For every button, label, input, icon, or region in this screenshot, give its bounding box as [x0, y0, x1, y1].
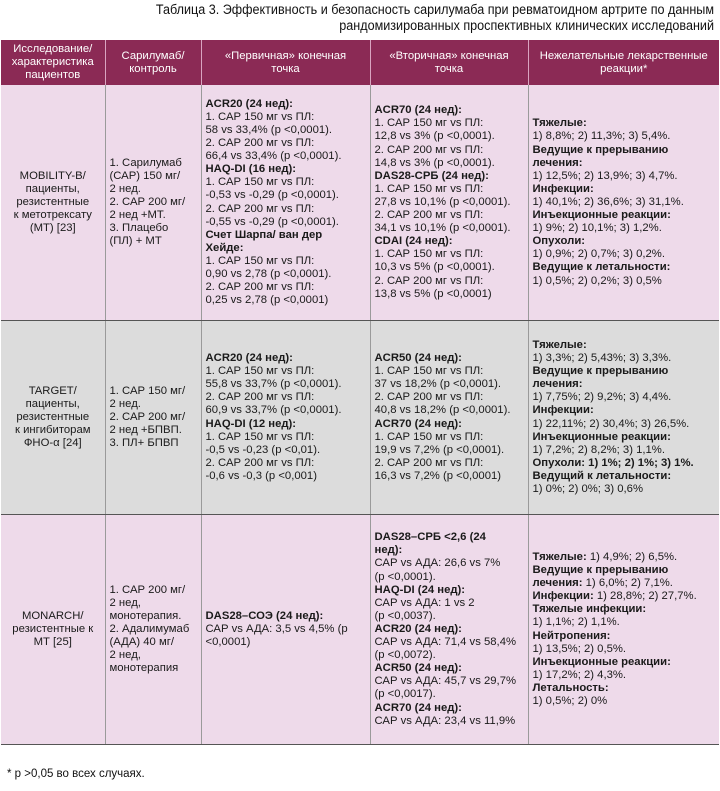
cell-line: 1. САР 150 мг vs ПЛ:: [374, 248, 484, 261]
cell-line-heading: Инфекции:: [532, 182, 594, 195]
cell-line: 2. Адалимумаб: [109, 622, 190, 635]
cell-line: 1) 0,5%; 2) 0,2%; 3) 0,5%: [532, 274, 662, 287]
cell-line-heading: Тяжелые инфекции:: [532, 603, 647, 616]
cell-line-heading: ACR20 (24 нед):: [205, 352, 293, 365]
cell-line-heading: Инфекции:: [532, 404, 594, 417]
cell-line-mixed: [533, 577, 716, 590]
cell-line-heading: Хейде:: [205, 241, 244, 254]
cell-line: 34,1 vs 10,1% (р <0,0001).: [374, 222, 511, 235]
cell-line: 66,4 vs 33,4% (р <0,0001).: [205, 150, 342, 163]
cell-line-value: 1) 4,9%; 2) 6,5%.: [589, 550, 678, 563]
cell-line: 1. Сарилумаб: [109, 156, 182, 169]
cell-line: 1) 0,5%; 2) 0%: [532, 694, 608, 707]
header-secondary-endpoint: [370, 40, 528, 85]
cell-line: резистентные: [16, 195, 90, 208]
cell-line-heading: Нейтропения:: [532, 629, 611, 642]
cell-line: 40,8 vs 18,2% (р <0,0001).: [374, 404, 511, 417]
cell-line: пациенты,: [25, 397, 80, 410]
header-arms: [105, 40, 201, 85]
caption-line-1: Таблица 3. Эффективность и безопасность сарилумаба при ревматоидном артрите по данным: [155, 2, 714, 17]
cell-line: (МТ) [23]: [29, 222, 76, 235]
cell-line: 1) 22,11%; 2) 30,4%; 3) 26,5%.: [532, 417, 690, 430]
cell-line: 2. САР 200 мг vs ПЛ:: [205, 202, 315, 215]
cell-line: 2. САР 200 мг vs ПЛ:: [205, 456, 315, 469]
cell-line: 1) 12,5%; 2) 13,9%; 3) 4,7%.: [532, 169, 678, 182]
cell-line: 2 нед +МТ.: [109, 209, 166, 222]
cell-line: к ингибиторам: [14, 424, 91, 437]
cell-line: Нежелательные лекарственные: [539, 49, 708, 62]
cell-line-heading: Опухоли:: [532, 235, 586, 248]
cell-line: 2. САР 200 мг vs ПЛ:: [374, 456, 484, 469]
cell-line: (САР) 150 мг/: [109, 169, 181, 182]
cell-primary-endpoint: [201, 515, 370, 745]
cell-line: 27,8 vs 10,1% (р <0,0001).: [374, 195, 511, 208]
cell-line-heading: HAQ-DI (16 нед):: [205, 163, 297, 176]
cell-line: 1) 13,5%; 2) 0,5%.: [532, 642, 627, 655]
cell-line: 58 vs 33,4% (р <0,0001).: [205, 123, 333, 136]
cell-line: 1. САР 150 мг vs ПЛ:: [205, 365, 315, 378]
cell-secondary-endpoint: [370, 515, 528, 745]
cell-line: 1. САР 150 мг vs ПЛ:: [205, 176, 315, 189]
caption-line-2: рандомизированных проспективных клинических исследований: [339, 18, 714, 33]
cell-line-heading: ACR70 (24 нед):: [374, 701, 462, 714]
cell-line: 0,90 vs 2,78 (р <0,0001).: [205, 267, 332, 280]
cell-line-heading: Ведущие к прерыванию: [532, 564, 669, 577]
cell-line-heading: ACR50 (24 нед):: [374, 662, 462, 675]
cell-line: характеристика: [11, 56, 94, 68]
cell-line-heading: нед):: [374, 544, 403, 557]
cell-line: 3. ПЛ+ БПВП: [109, 437, 179, 450]
cell-line-heading: Ведущие к прерыванию: [532, 143, 669, 156]
cell-line-mixed: [533, 551, 716, 564]
cell-line: <0,0001): [205, 636, 251, 649]
cell-line: Исследование/: [13, 43, 93, 55]
cell-line-value: 1) 6,0%; 2) 7,1%.: [582, 577, 673, 590]
cell-line-heading: DAS28–СРБ <2,6 (24: [374, 531, 486, 544]
cell-line: 60,9 vs 33,7% (р <0,0001).: [205, 404, 342, 417]
cell-line: -0,6 vs -0,3 (р <0,001): [205, 469, 317, 482]
cell-line: 1) 7,2%; 2) 8,2%; 3) 1,1%.: [532, 443, 665, 456]
table-row-monarch: [1, 515, 719, 745]
cell-line: 19,9 vs 7,2% (р <0,0001).: [374, 443, 505, 456]
cell-adverse-reactions: [528, 85, 719, 321]
cell-adverse-reactions: [528, 515, 719, 745]
cell-line: 10,3 vs 5% (р <0,0001).: [374, 261, 495, 274]
cell-line: 2 нед,: [109, 649, 141, 662]
cell-line-heading: Ведущие к летальности:: [532, 261, 671, 274]
footnote: * р >0,05 во всех случаях.: [7, 768, 145, 780]
cell-line: 2. САР 200 мг/: [109, 410, 186, 423]
cell-line: 1. САР 150 мг vs ПЛ:: [374, 365, 484, 378]
cell-line-heading: ACR20 (24 нед):: [374, 622, 462, 635]
cell-line: 1. САР 150 мг/: [109, 384, 186, 397]
cell-line: реакции*: [600, 62, 648, 75]
cell-line: 37 vs 18,2% (р <0,0001).: [374, 378, 502, 391]
cell-line-value: 1) 28,8%; 2) 27,7%.: [593, 590, 697, 603]
cell-line: (АДА) 40 мг/: [109, 636, 174, 649]
cell-line: «Первичная» конечная: [224, 49, 347, 62]
cell-line: 1) 40,1%; 2) 36,6%; 3) 31,1%.: [532, 195, 684, 208]
cell-line-heading: ACR70 (24 нед):: [374, 104, 462, 117]
cell-line: 12,8 vs 3% (р <0,0001).: [374, 130, 495, 143]
cell-line: 2. САР 200 мг vs ПЛ:: [205, 281, 315, 294]
cell-line: 2. САР 200 мг vs ПЛ:: [374, 209, 484, 222]
cell-line-mixed: [533, 590, 716, 603]
cell-line-label: Тяжелые:: [532, 550, 590, 563]
cell-line: 1. САР 150 мг vs ПЛ:: [205, 430, 315, 443]
cell-line: 1. САР 150 мг vs ПЛ:: [205, 110, 315, 123]
cell-line: 1) 1,1%; 2) 1,1%.: [532, 616, 620, 629]
cell-line: МТ [25]: [33, 636, 72, 649]
cell-study: [1, 515, 105, 745]
cell-primary-endpoint: [201, 85, 370, 321]
cell-line-heading: DAS28–СОЭ (24 нед):: [205, 609, 324, 622]
cell-line: 1) 3,3%; 2) 5,43%; 3) 3,3%.: [532, 352, 672, 365]
cell-line: САР vs АДА: 26,6 vs 7%: [374, 557, 501, 570]
cell-line: к метотрексату: [13, 209, 92, 222]
cell-line: 1) 9%; 2) 10,1%; 3) 1,2%.: [532, 222, 662, 235]
cell-line: САР vs АДА: 23,4 vs 11,9%: [374, 714, 516, 727]
cell-line: -0,55 vs -0,29 (р <0,0001).: [205, 215, 339, 228]
cell-line: 14,8 vs 3% (р <0,0001).: [374, 156, 495, 169]
cell-line: САР vs АДА: 71,4 vs 58,4%: [374, 636, 517, 649]
cell-line: MONARCH/: [21, 609, 84, 622]
cell-line: 2. САР 200 мг vs ПЛ:: [374, 391, 484, 404]
cell-line-heading: Летальность:: [532, 681, 609, 694]
cell-line: 13,8 vs 5% (р <0,0001): [374, 287, 492, 300]
header-primary-endpoint: [201, 40, 370, 85]
cell-line: 2. САР 200 мг vs ПЛ:: [374, 274, 484, 287]
cell-line-heading: HAQ-DI (24 нед):: [374, 583, 466, 596]
cell-line: резистентные к: [12, 622, 94, 635]
cell-line: ФНО-α [24]: [23, 437, 82, 450]
cell-line: -0,53 vs -0,29 (р <0,0001).: [205, 189, 339, 202]
cell-line: 55,8 vs 33,7% (р <0,0001).: [205, 378, 342, 391]
table-caption: [48, 2, 714, 34]
cell-line: 1) 7,75%; 2) 9,2%; 3) 4,4%.: [532, 391, 672, 404]
cell-arms: [105, 321, 201, 515]
cell-line: (р <0,0072).: [374, 649, 436, 662]
cell-line: пациенты,: [25, 182, 80, 195]
cell-line: 1. САР 150 мг vs ПЛ:: [374, 430, 484, 443]
cell-line: САР vs АДА: 3,5 vs 4,5% (р: [205, 622, 348, 635]
cell-study: [1, 85, 105, 321]
cell-line: САР vs АДА: 1 vs 2: [374, 596, 475, 609]
header-study: [1, 40, 105, 85]
cell-line: 1) 17,2%; 2) 4,3%.: [532, 668, 627, 681]
cell-line-heading: лечения:: [532, 378, 583, 391]
cell-line-heading: Инъекционные реакции:: [532, 655, 671, 668]
cell-line: резистентные: [16, 410, 90, 423]
cell-line-heading: ACR70 (24 нед):: [374, 417, 462, 430]
cell-line: 0,25 vs 2,78 (р <0,0001): [205, 294, 329, 307]
cell-line: 2 нед.: [109, 182, 141, 195]
cell-line: MOBILITY-B/: [19, 169, 86, 182]
cell-line: 1) 8,8%; 2) 11,3%; 3) 5,4%.: [532, 130, 671, 143]
cell-line: 1. САР 200 мг/: [109, 583, 186, 596]
cell-line: 1. САР 150 мг vs ПЛ:: [374, 117, 484, 130]
cell-line: 16,3 vs 7,2% (р <0,0001): [374, 469, 502, 482]
header-adverse-reactions: [528, 40, 719, 85]
cell-line-heading: Опухоли: 1) 1%; 2) 1%; 3) 1%.: [532, 456, 694, 469]
cell-primary-endpoint: [201, 321, 370, 515]
cell-line: 2 нед +БПВП.: [109, 424, 182, 437]
cell-line: САР vs АДА: 45,7 vs 29,7%: [374, 675, 517, 688]
cell-line: 2. САР 200 мг vs ПЛ:: [205, 391, 315, 404]
sarilumab-trials-table: [1, 40, 719, 745]
table-row-target: [1, 321, 719, 515]
cell-line-heading: Ведущий к летальности:: [532, 469, 672, 482]
cell-line-heading: ACR50 (24 нед):: [374, 352, 462, 365]
cell-line-heading: Инъекционные реакции:: [532, 430, 671, 443]
cell-line-label: Инфекции:: [532, 590, 594, 603]
cell-arms: [105, 515, 201, 745]
cell-line: TARGET/: [28, 384, 77, 397]
table-body: [1, 85, 719, 745]
cell-secondary-endpoint: [370, 321, 528, 515]
cell-line: точка: [271, 62, 300, 75]
cell-line: 2. САР 200 мг/: [109, 195, 186, 208]
cell-arms: [105, 85, 201, 321]
cell-line: монотерапия.: [109, 609, 182, 622]
cell-line: контроль: [129, 62, 177, 75]
table-header: [1, 40, 719, 85]
cell-line: 2 нед.: [109, 397, 141, 410]
table-row-mobility-b: [1, 85, 719, 321]
cell-line-heading: Тяжелые:: [532, 338, 587, 351]
cell-line: 3. Плацебо: [109, 222, 169, 235]
cell-line: точка: [434, 62, 464, 75]
cell-line: (р <0,0001).: [374, 570, 436, 583]
cell-line-heading: ACR20 (24 нед):: [205, 97, 293, 110]
cell-study: [1, 321, 105, 515]
cell-line: 1. САР 150 мг vs ПЛ:: [205, 254, 315, 267]
cell-line-heading: лечения:: [532, 156, 583, 169]
cell-line: Сарилумаб/: [121, 49, 185, 62]
cell-line-heading: Инъекционные реакции:: [532, 209, 671, 222]
cell-line: пациентов: [25, 69, 81, 81]
cell-line-heading: Тяжелые:: [532, 117, 587, 130]
cell-secondary-endpoint: [370, 85, 528, 321]
cell-line: 2 нед,: [109, 596, 141, 609]
cell-line-label: лечения:: [532, 577, 583, 590]
cell-line: 1) 0%; 2) 0%; 3) 0,6%: [532, 482, 644, 495]
cell-line: (р <0,0037).: [374, 609, 436, 622]
cell-line: (ПЛ) + МТ: [109, 235, 162, 248]
cell-line: 2. САР 200 мг vs ПЛ:: [374, 143, 484, 156]
cell-line: 2. САР 200 мг vs ПЛ:: [205, 137, 315, 150]
cell-line: -0,5 vs -0,23 (р <0,01).: [205, 443, 321, 456]
cell-line: «Вторичная» конечная: [389, 49, 509, 62]
cell-line-heading: HAQ-DI (12 нед):: [205, 417, 297, 430]
cell-line: монотерапия: [109, 662, 179, 675]
cell-line-heading: Ведущие к прерыванию: [532, 365, 669, 378]
cell-line-heading: CDAI (24 нед):: [374, 235, 453, 248]
cell-adverse-reactions: [528, 321, 719, 515]
cell-line: 1) 0,9%; 2) 0,7%; 3) 0,2%.: [532, 248, 665, 261]
cell-line-heading: Счет Шарпа/ ван дер: [205, 228, 323, 241]
cell-line-heading: DAS28-СРБ (24 нед):: [374, 169, 489, 182]
cell-line: (р <0,0017).: [374, 688, 436, 701]
cell-line: 1. САР 150 мг vs ПЛ:: [374, 182, 484, 195]
